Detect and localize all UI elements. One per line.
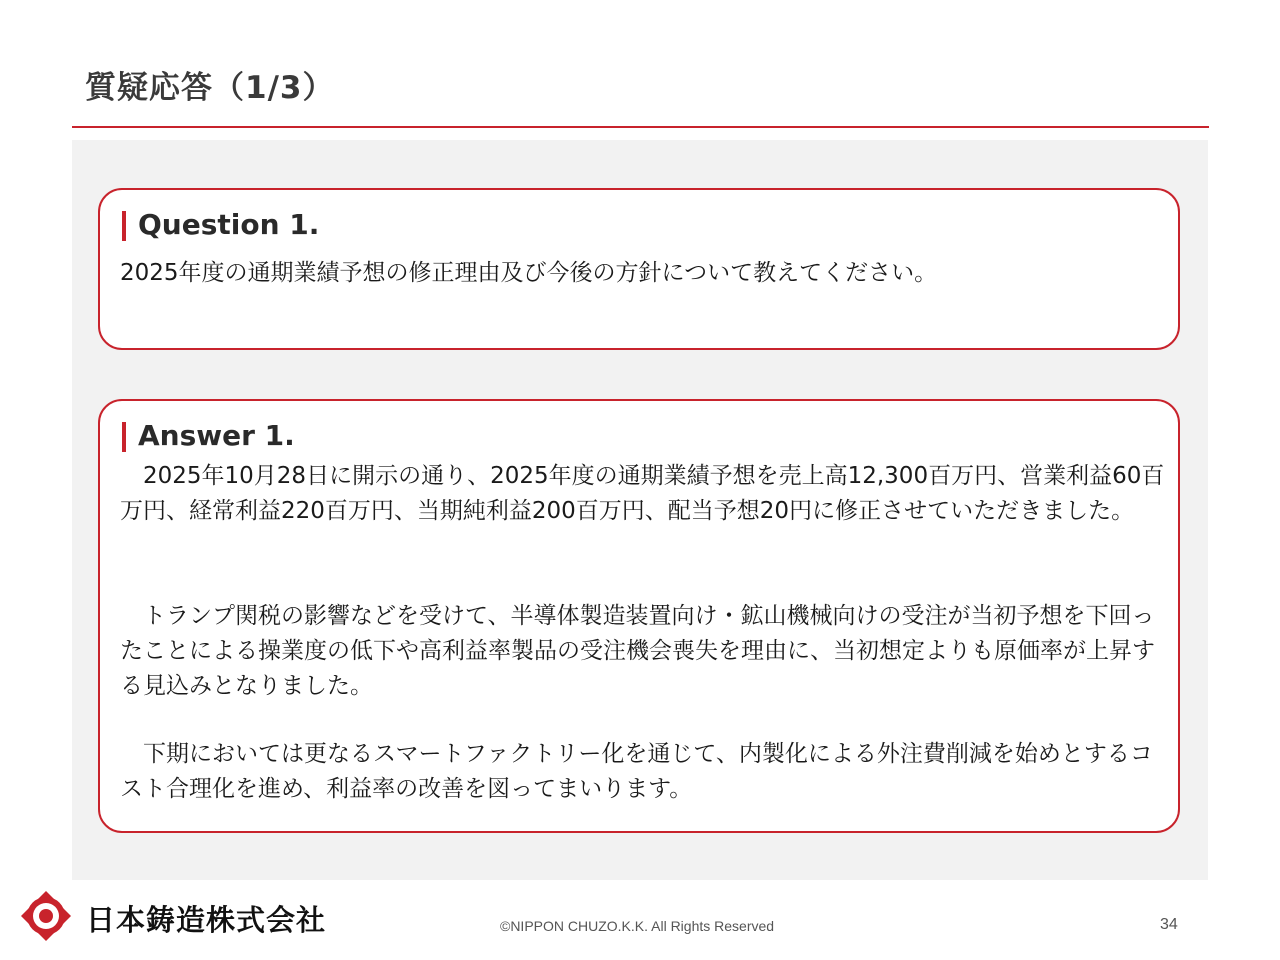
- page-title: 質疑応答（1/3）: [85, 70, 335, 106]
- answer-paragraph-3: 下期においては更なるスマートファクトリー化を通じて、内製化による外注費削減を始めとするコスト合理化を進め、利益率の改善を図ってまいります。: [120, 741, 1153, 802]
- question-text: 2025年度の通期業績予想の修正理由及び今後の方針について教えてください。: [120, 260, 938, 286]
- answer-heading: Answer 1.: [122, 419, 295, 453]
- answer-paragraph-2: トランプ関税の影響などを受けて、半導体製造装置向け・鉱山機械向けの受注が当初予想を下回ったことによる操業度の低下や高利益率製品の受注機会喪失を理由に、当初想定よりも原価率が上昇する見込みとなりました。: [120, 603, 1155, 699]
- answer-box: [98, 399, 1180, 833]
- question-box: [98, 188, 1180, 350]
- question-heading: Question 1.: [122, 208, 319, 242]
- copyright-notice: ©NIPPON CHUZO.K.K. All Rights Reserved: [500, 918, 775, 934]
- company-name: 日本鋳造株式会社: [86, 903, 327, 937]
- answer-paragraph-1: 2025年10月28日に開示の通り、2025年度の通期業績予想を売上高12,300百万円、営業利益60百万円、経常利益220百万円、当期純利益200百万円、配当予想20円に修正させていただきました。: [120, 463, 1165, 524]
- title-divider: [72, 126, 1209, 128]
- page-number: 34: [1160, 916, 1178, 933]
- company-logo-icon: [20, 890, 72, 942]
